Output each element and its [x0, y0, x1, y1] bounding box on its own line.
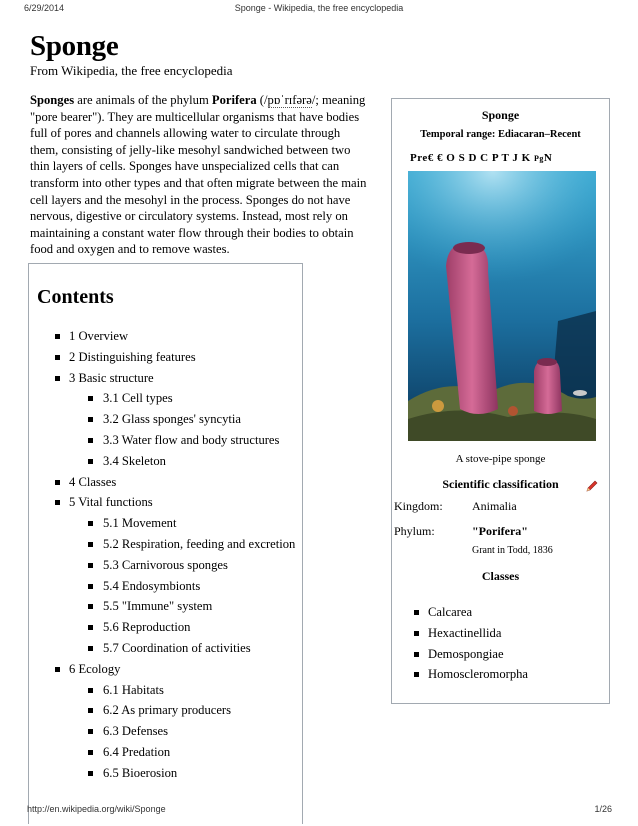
bullet-square-icon	[88, 584, 93, 589]
bullet-square-icon	[88, 396, 93, 401]
toc-list	[29, 326, 302, 784]
print-date: 6/29/2014	[24, 3, 65, 13]
infobox	[391, 98, 610, 704]
toc-item[interactable]	[29, 596, 302, 617]
toc-item[interactable]	[29, 576, 302, 597]
bullet-square-icon	[55, 355, 60, 360]
toc-item[interactable]	[29, 513, 302, 534]
bullet-square-icon	[88, 459, 93, 464]
bullet-square-icon	[88, 750, 93, 755]
toc-item-label[interactable]: 5.7 Coordination of activities	[103, 640, 251, 655]
periods-pg: Pg	[533, 154, 544, 163]
toc-item[interactable]	[29, 534, 302, 555]
intro-text-1: are animals of the phylum	[74, 93, 212, 107]
periods-end: N	[543, 152, 553, 164]
toc-item-label[interactable]: 2 Distinguishing features	[69, 349, 196, 364]
bullet-square-icon	[88, 542, 93, 547]
kingdom-label: Kingdom:	[394, 499, 443, 513]
edit-pencil-icon[interactable]	[585, 479, 599, 493]
scientific-classification-heading: Scientific classification	[442, 477, 559, 491]
print-title: Sponge - Wikipedia, the free encyclopedia	[234, 3, 404, 13]
toc-item-label[interactable]: 5.6 Reproduction	[103, 620, 191, 635]
toc-heading: Contents	[37, 286, 114, 308]
kingdom-value[interactable]: Animalia	[472, 499, 517, 513]
bullet-square-icon	[55, 334, 60, 339]
toc-item[interactable]	[29, 347, 302, 368]
toc-item-label[interactable]: 6.5 Bioerosion	[103, 765, 178, 780]
print-footer	[0, 804, 638, 818]
toc-item[interactable]	[29, 638, 302, 659]
bullet-square-icon	[88, 625, 93, 630]
classes-heading: Classes	[481, 569, 520, 583]
toc-item[interactable]	[29, 763, 302, 784]
intro-paragraph	[30, 92, 368, 258]
toc-item[interactable]	[29, 388, 302, 409]
page-subtitle: From Wikipedia, the free encyclopedia	[30, 63, 233, 78]
toc-item[interactable]	[29, 492, 302, 513]
page-title: Sponge	[30, 30, 119, 62]
toc-item-label[interactable]: 3.2 Glass sponges' syncytia	[103, 412, 241, 427]
sponge-photo[interactable]	[408, 171, 596, 441]
class-item-label[interactable]: Demospongiae	[428, 646, 504, 661]
toc-item-label[interactable]: 5 Vital functions	[69, 495, 153, 510]
class-item-label[interactable]: Homoscleromorpha	[428, 667, 529, 682]
toc-item[interactable]	[29, 430, 302, 451]
toc-item[interactable]	[29, 721, 302, 742]
toc-item[interactable]	[29, 700, 302, 721]
toc-item-label[interactable]: 5.2 Respiration, feeding and excretion	[103, 536, 296, 551]
toc-item[interactable]	[29, 451, 302, 472]
print-page-number: 1/26	[594, 804, 612, 814]
class-item-label[interactable]: Calcarea	[428, 605, 473, 619]
taxon-authority: Grant in Todd, 1836	[472, 545, 553, 556]
toc-item-label[interactable]: 3.3 Water flow and body structures	[103, 432, 280, 447]
toc-item-label[interactable]: 5.5 "Immune" system	[103, 599, 213, 614]
bullet-square-icon	[414, 610, 419, 615]
ipa-pronunciation[interactable]: pɒˈrɪfərə	[267, 93, 312, 107]
bullet-square-icon	[88, 417, 93, 422]
geologic-periods[interactable]	[410, 152, 552, 164]
intro-text-3: /; meaning "pore bearer"). They are multicellular organisms that have bodies full of pores and channels allowing water to circulate through them, consisting of jelly-like mesohyl sandwiched between two thin layers of cells. Sponges have unspecialized cells that can transform into other types and that often migrate between the main cell layers and the mesohyl in the process. Sponges do not have nervous, digestive or circulatory systems. Instead, most rely on maintaining a constant water flow through their bodies to obtain food and oxygen and to remove wastes.	[30, 93, 367, 257]
toc-item[interactable]	[29, 368, 302, 389]
intro-lead-term[interactable]: Sponges	[30, 93, 75, 107]
toc-item-label[interactable]: 6.2 As primary producers	[103, 703, 232, 718]
toc-item-label[interactable]: 6.4 Predation	[103, 744, 171, 759]
image-caption: A stove-pipe sponge	[455, 453, 546, 465]
periods-main: Pre€ € O S D C P T J K	[410, 152, 534, 164]
toc-item-label[interactable]: 6.3 Defenses	[103, 724, 169, 739]
toc-item-label[interactable]: 3 Basic structure	[69, 370, 154, 385]
phylum-label: Phylum:	[394, 524, 435, 538]
print-header	[0, 3, 638, 17]
toc-item[interactable]	[29, 617, 302, 638]
toc-item-label[interactable]: 4 Classes	[69, 474, 117, 489]
toc-item[interactable]	[29, 680, 302, 701]
phylum-link[interactable]: Porifera	[211, 93, 257, 107]
toc-item-label[interactable]: 1 Overview	[69, 329, 129, 343]
table-of-contents	[28, 263, 303, 824]
infobox-title: Sponge	[481, 108, 520, 122]
bullet-square-icon	[88, 729, 93, 734]
bullet-square-icon	[414, 672, 419, 677]
toc-item[interactable]	[29, 472, 302, 493]
bullet-square-icon	[55, 376, 60, 381]
toc-item-label[interactable]: 5.3 Carnivorous sponges	[103, 557, 228, 572]
toc-item-label[interactable]: 5.4 Endosymbionts	[103, 578, 201, 593]
toc-item-label[interactable]: 3.1 Cell types	[103, 391, 173, 406]
bullet-square-icon	[414, 631, 419, 636]
bullet-square-icon	[88, 604, 93, 609]
temporal-range: Temporal range: Ediacaran–Recent	[420, 129, 581, 140]
toc-item-label[interactable]: 6.1 Habitats	[103, 682, 164, 697]
print-url: http://en.wikipedia.org/wiki/Sponge	[27, 804, 166, 814]
toc-item[interactable]	[29, 659, 302, 680]
bullet-square-icon	[55, 667, 60, 672]
toc-item[interactable]	[29, 326, 302, 347]
bullet-square-icon	[88, 438, 93, 443]
toc-item[interactable]	[29, 409, 302, 430]
toc-item[interactable]	[29, 742, 302, 763]
bullet-square-icon	[88, 521, 93, 526]
intro-text-2: (/	[256, 93, 268, 107]
class-item-label[interactable]: Hexactinellida	[428, 625, 502, 640]
toc-item-label[interactable]: 3.4 Skeleton	[103, 453, 166, 468]
bullet-square-icon	[88, 646, 93, 651]
bullet-square-icon	[55, 500, 60, 505]
bullet-square-icon	[88, 708, 93, 713]
toc-item-label[interactable]: 6 Ecology	[69, 661, 121, 676]
bullet-square-icon	[55, 480, 60, 485]
toc-item-label[interactable]: 5.1 Movement	[103, 516, 177, 531]
bullet-square-icon	[414, 652, 419, 657]
toc-item[interactable]	[29, 555, 302, 576]
bullet-square-icon	[88, 771, 93, 776]
bullet-square-icon	[88, 688, 93, 693]
bullet-square-icon	[88, 563, 93, 568]
phylum-value: "Porifera"	[472, 524, 528, 538]
